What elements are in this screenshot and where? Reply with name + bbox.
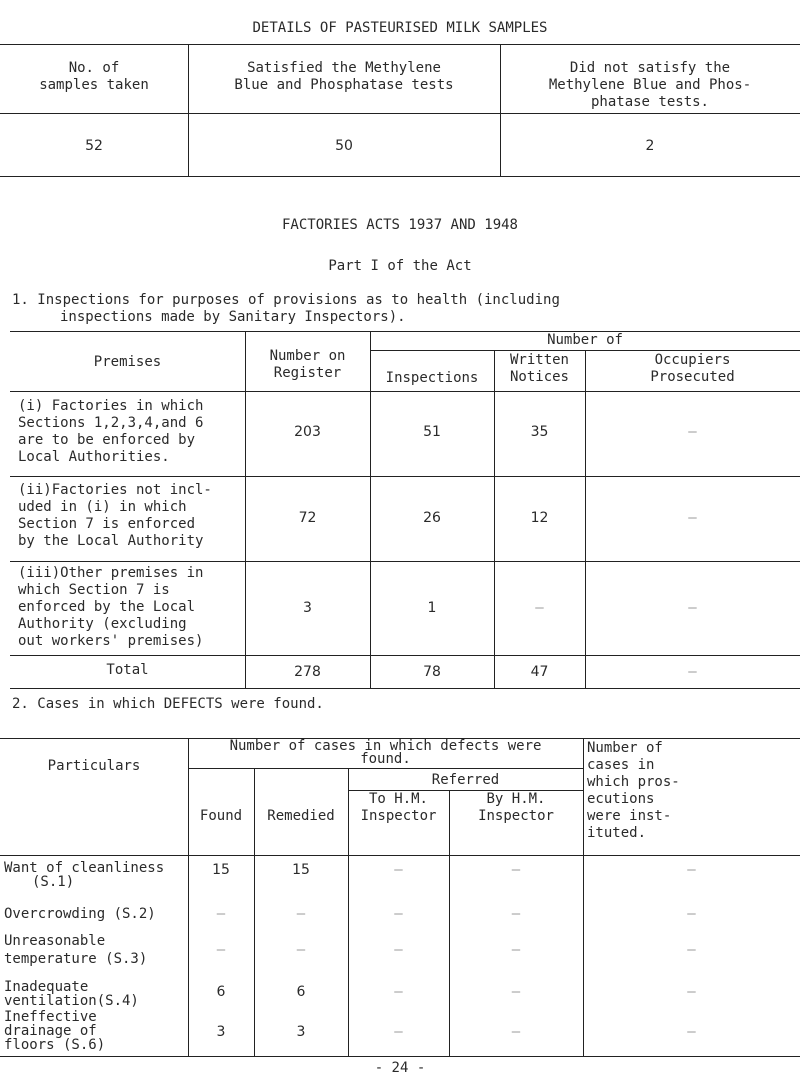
premises-row-2-occupiers: — (688, 510, 697, 526)
header-cases-found: Number of cases in which defects were found. (229, 738, 542, 767)
milk-value-not-satisfied: 2 (645, 138, 655, 154)
defect-row-3-remedied: — (296, 942, 306, 958)
milk-value-samples: 52 (85, 138, 103, 154)
defect-row-2-found: — (216, 906, 226, 922)
defect-row-5-found: 3 (216, 1024, 226, 1040)
defect-row-1-found: 15 (212, 862, 230, 878)
header-particulars: Particulars (47, 758, 141, 774)
header-occupiers-prosecuted: Occupiers Prosecuted (650, 352, 735, 385)
milk-header-not-satisfied: Did not satisfy the Methylene Blue and Phos- phatase tests. (548, 60, 752, 110)
defect-row-5-label: Ineffective drainage of floors (S.6) (4, 1009, 106, 1053)
premises-total-register: 278 (294, 664, 321, 680)
premises-row-3-written: — (535, 600, 544, 616)
defect-row-3-prosecutions: — (687, 942, 696, 958)
header-found: Found (199, 808, 243, 824)
header-by-hm-inspector: By H.M. Inspector (478, 791, 554, 824)
header-number-on-register: Number on Register (269, 348, 346, 381)
defect-row-2-prosecutions: — (687, 906, 696, 922)
header-number-of: Number of (547, 332, 623, 348)
milk-header-samples: No. of samples taken (39, 60, 149, 93)
defect-row-3-to-hm: — (394, 942, 403, 958)
premises-row-2-written: 12 (530, 510, 549, 526)
page-title: DETAILS OF PASTEURISED MILK SAMPLES (252, 20, 548, 36)
defect-row-2-label: Overcrowding (S.2) (4, 906, 156, 922)
milk-value-satisfied: 50 (335, 138, 353, 154)
header-inspections: Inspections (385, 370, 479, 386)
defect-row-4-by-hm: — (511, 984, 521, 1000)
header-referred: Referred (431, 772, 500, 788)
defect-row-4-remedied: 6 (296, 984, 306, 1000)
defect-row-3-by-hm: — (511, 942, 521, 958)
header-written-notices: Written Notices (509, 352, 569, 385)
defect-row-4-label: Inadequate ventilation(S.4) (4, 979, 139, 1009)
premises-row-1-label: (i) Factories in which Sections 1,2,3,4,and 6 are to be enforced by Local Authorities. (18, 398, 204, 465)
premises-row-1-register: 203 (294, 424, 321, 440)
section-title: FACTORIES ACTS 1937 AND 1948 (281, 217, 518, 233)
defect-row-1-prosecutions: — (687, 862, 696, 878)
premises-total-inspections: 78 (423, 664, 441, 680)
page-number: - 24 - (374, 1060, 426, 1076)
defect-row-5-prosecutions: — (687, 1024, 696, 1040)
defect-row-3-found: — (216, 942, 226, 958)
premises-row-1-inspections: 51 (423, 424, 441, 440)
defect-row-2-remedied: — (296, 906, 306, 922)
premises-row-2-label: (ii)Factories not incl- uded in (i) in which Section 7 is enforced by the Local Authority (18, 482, 212, 549)
premises-total-label: Total (106, 662, 149, 678)
milk-header-satisfied: Satisfied the Methylene Blue and Phosphatase tests (234, 60, 454, 93)
header-premises: Premises (93, 354, 162, 370)
header-prosecutions: Number of cases in which pros- ecutions were inst- ituted. (587, 740, 680, 841)
defect-row-5-to-hm: — (394, 1024, 403, 1040)
premises-row-1-occupiers: — (688, 424, 697, 440)
defect-row-1-by-hm: — (511, 862, 521, 878)
header-to-hm-inspector: To H.M. Inspector (360, 791, 437, 824)
defect-row-2-to-hm: — (394, 906, 403, 922)
defect-row-5-remedied: 3 (296, 1024, 306, 1040)
defect-row-4-to-hm: — (394, 984, 403, 1000)
premises-row-3-label: (iii)Other premises in which Section 7 is enforced by the Local Authority (excluding out workers' premises) (18, 565, 204, 649)
defect-row-3-label: Unreasonable temperature (S.3) (4, 933, 148, 967)
defect-row-5-by-hm: — (511, 1024, 521, 1040)
defect-row-1-label: Want of cleanliness (S.1) (4, 860, 165, 890)
header-remedied: Remedied (267, 808, 335, 824)
premises-row-3-inspections: 1 (427, 600, 437, 616)
defect-row-1-remedied: 15 (292, 862, 310, 878)
defect-row-4-prosecutions: — (687, 984, 696, 1000)
premises-total-occupiers: — (688, 664, 697, 680)
item2-heading: 2. Cases in which DEFECTS were found. (12, 696, 324, 712)
premises-total-written: 47 (530, 664, 549, 680)
premises-row-2-inspections: 26 (423, 510, 441, 526)
premises-row-3-register: 3 (303, 600, 312, 616)
defect-row-1-to-hm: — (394, 862, 403, 878)
premises-row-1-written: 35 (530, 424, 549, 440)
item1-heading: 1. Inspections for purposes of provisions as to health (including inspections made by Sanitary Inspectors). (12, 292, 560, 325)
defect-row-4-found: 6 (216, 984, 226, 1000)
premises-row-3-occupiers: — (688, 600, 697, 616)
premises-row-2-register: 72 (298, 510, 317, 526)
defect-row-2-by-hm: — (511, 906, 521, 922)
part-title: Part I of the Act (328, 258, 472, 274)
